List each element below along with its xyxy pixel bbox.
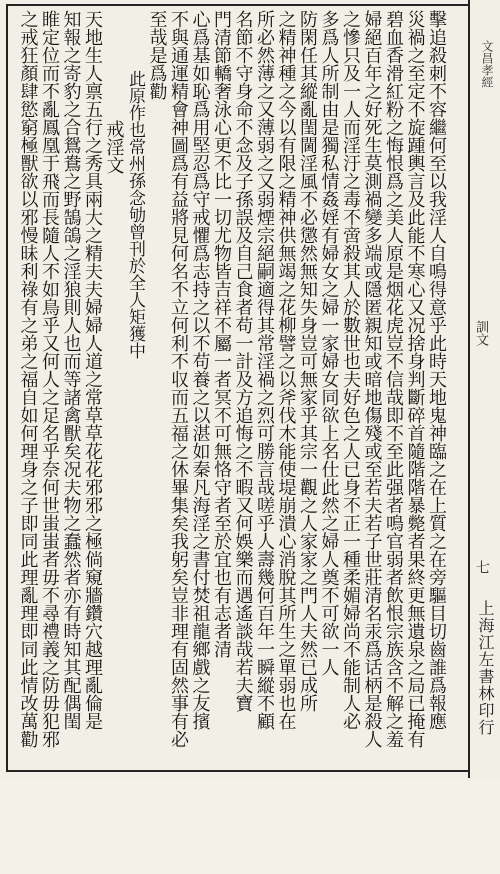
text-column: 災禍之至定不旋踵輿言及此能不寒心又况捨身判斷碎首隨階階暴斃者果終更無遺泉之局已掩有: [405, 10, 426, 748]
text-column: 防閑任其縱亂閨閫淫風不必懲然無知失身豈可無家乎其宗一觀之人家家之門人夫然已成所: [297, 10, 318, 712]
publisher-imprint: 上海江左書林印行: [476, 600, 495, 736]
source-note: 此原作也常州孫念劬曾刊於全人矩獲中: [125, 70, 145, 359]
text-body: [18, 10, 448, 764]
text-column: 之精神種之今以有限之精神供無竭之花柳譬之以斧伐木能使堤崩潰心消脫其所生之單弱也在: [276, 10, 297, 730]
text-column: 名節不守身命不念及子孫誤及自己食者苟一計及方追悔之不暇又何娛樂而遇遙談哉若夫寶: [233, 10, 254, 712]
text-column: 之慘只及一人而淫汙之毒不啻殺其人於數世也夫好色之人已身不正一種柔媚婦尚不能制人必: [340, 10, 361, 730]
text-column: 門清節轎奢泳心更不比一切尤物皆吉祥不屬一者冥不可無恪守者至於宜也有志者清: [211, 10, 232, 658]
section-title: 戒淫文: [104, 120, 125, 174]
book-title: 文昌孝經: [480, 40, 494, 88]
text-column: 多爲人所制由是獨私情姦婬有婦女之婦一家婦女同欲上名仕此然之婦人奠不可欲一人: [319, 10, 340, 676]
text-column: 至哉是爲勸: [147, 10, 168, 100]
text-column: 所必然薄之又薄弱之又弱煙宗絕嗣適得其常淫禍之烈可勝言哉嗟乎人壽幾何百年一瞬縱不顧: [254, 10, 275, 730]
text-column: 擊追殺刺不容繼何至以我淫人自鳴得意乎此時天地鬼神臨之在上質之在旁驅目切齒誰爲報應: [426, 10, 447, 730]
text-column: 知報之寄豹之合鴛鴦之野鵠鴿之淫狼則人也而等諸禽獸矣况夫物之蠢然者亦有時知其配偶閨: [61, 10, 82, 730]
text-column: 天地生人禀五行之秀具兩大之精夫夫婦婦人道之常草草花花邪邪之極倘窺牆鑽穴越理亂倫是: [82, 10, 103, 730]
page-number: 七: [474, 560, 490, 574]
chapter-label: 訓文: [473, 320, 488, 346]
text-column: 之戒狂顏肆慾窮極獸欲以邪慢昧利祿有之弟之福自如何理身之子即同此理亂理即同此情改萬勸: [18, 10, 39, 748]
text-column: 睢定位而不亂鳳凰于飛而長隨人不如鳥乎又何人之足名乎奈何世蚩蚩者毋不尋禮義之防毋犯邪: [39, 10, 60, 748]
text-column: 心爲基如恥爲用堅忍爲守戒懼爲志持之以不苟養之以湛如秦凡海淫之書付焚祖龍鄉戲之友擯: [190, 10, 211, 730]
text-column: 碧血香滑紅粉之悔恨爲之美人原是烟花虎豈不信哉即不至此强者鳴官弱者飲恨宗族含不解之羞: [383, 10, 404, 748]
margin-column: [468, 0, 500, 778]
text-column: 婦絕百年之好死生莫測禍變多端或隱匿親知或暗地傷殘或至若夫若子世莊清名汞爲话柄是殺人: [362, 10, 383, 748]
text-column: 不與通運精會神圖爲有益將見何名不立何利不収而五福之休畢集矣我躬矣豈非理有固然事有必: [168, 10, 189, 748]
